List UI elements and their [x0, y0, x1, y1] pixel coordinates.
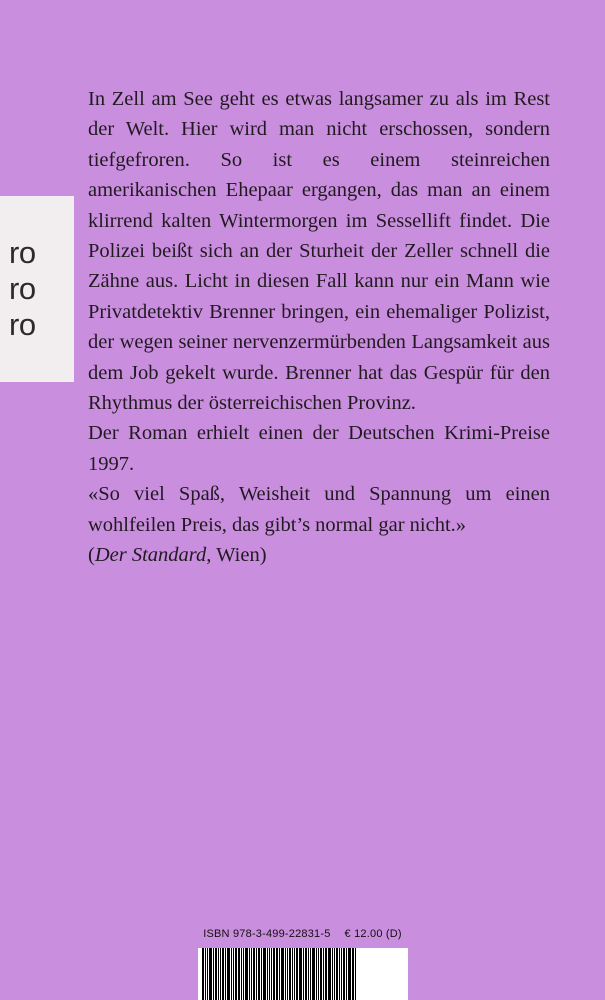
quote-source-open: ( [88, 544, 95, 567]
back-cover-blurb [88, 84, 550, 571]
logo-line-1: ro [9, 235, 36, 270]
logo-line-3: ro [9, 307, 36, 342]
quote-source [88, 540, 550, 570]
price-label: € 12.00 (D) [344, 928, 402, 940]
ean-13-barcode [198, 948, 408, 1000]
blurb-paragraph-1: In Zell am See geht es etwas langsamer zu als im Rest der Welt. Hier wird man nicht erschossen, sondern tiefgefroren. So ist es einem steinreichen amerikanischen Ehepaar ergangen, das man an einem klirrend kalten Wintermorgen im Sessellift findet. Die Polizei beißt sich an der Sturheit der Zeller schnell die Zähne aus. Licht in diesen Fall kann nur ein Mann wie Privatdetektiv Brenner bringen, ein ehemaliger Polizist, der wegen seiner nervenzermürbenden Langsamkeit aus dem Job gekelt wurde. Brenner hat das Gespür für den Rhythmus der österreichischen Provinz. [88, 88, 550, 415]
quote-source-rest: , Wien) [206, 544, 267, 567]
quote-source-publication: Der Standard [94, 544, 207, 567]
cover-footer [0, 928, 605, 1000]
blurb-paragraph-2: Der Roman erhielt einen der Deutschen Krimi-Preise 1997. [88, 422, 550, 475]
logo-line-2: ro [9, 271, 36, 306]
isbn-number: ISBN 978-3-499-22831-5 [203, 928, 331, 940]
blurb-quote: «So viel Spaß, Weisheit und Spannung um einen wohlfeilen Preis, das gibt’s normal gar nicht.» [88, 483, 550, 536]
publisher-logo [0, 196, 74, 382]
isbn-line [0, 928, 605, 940]
